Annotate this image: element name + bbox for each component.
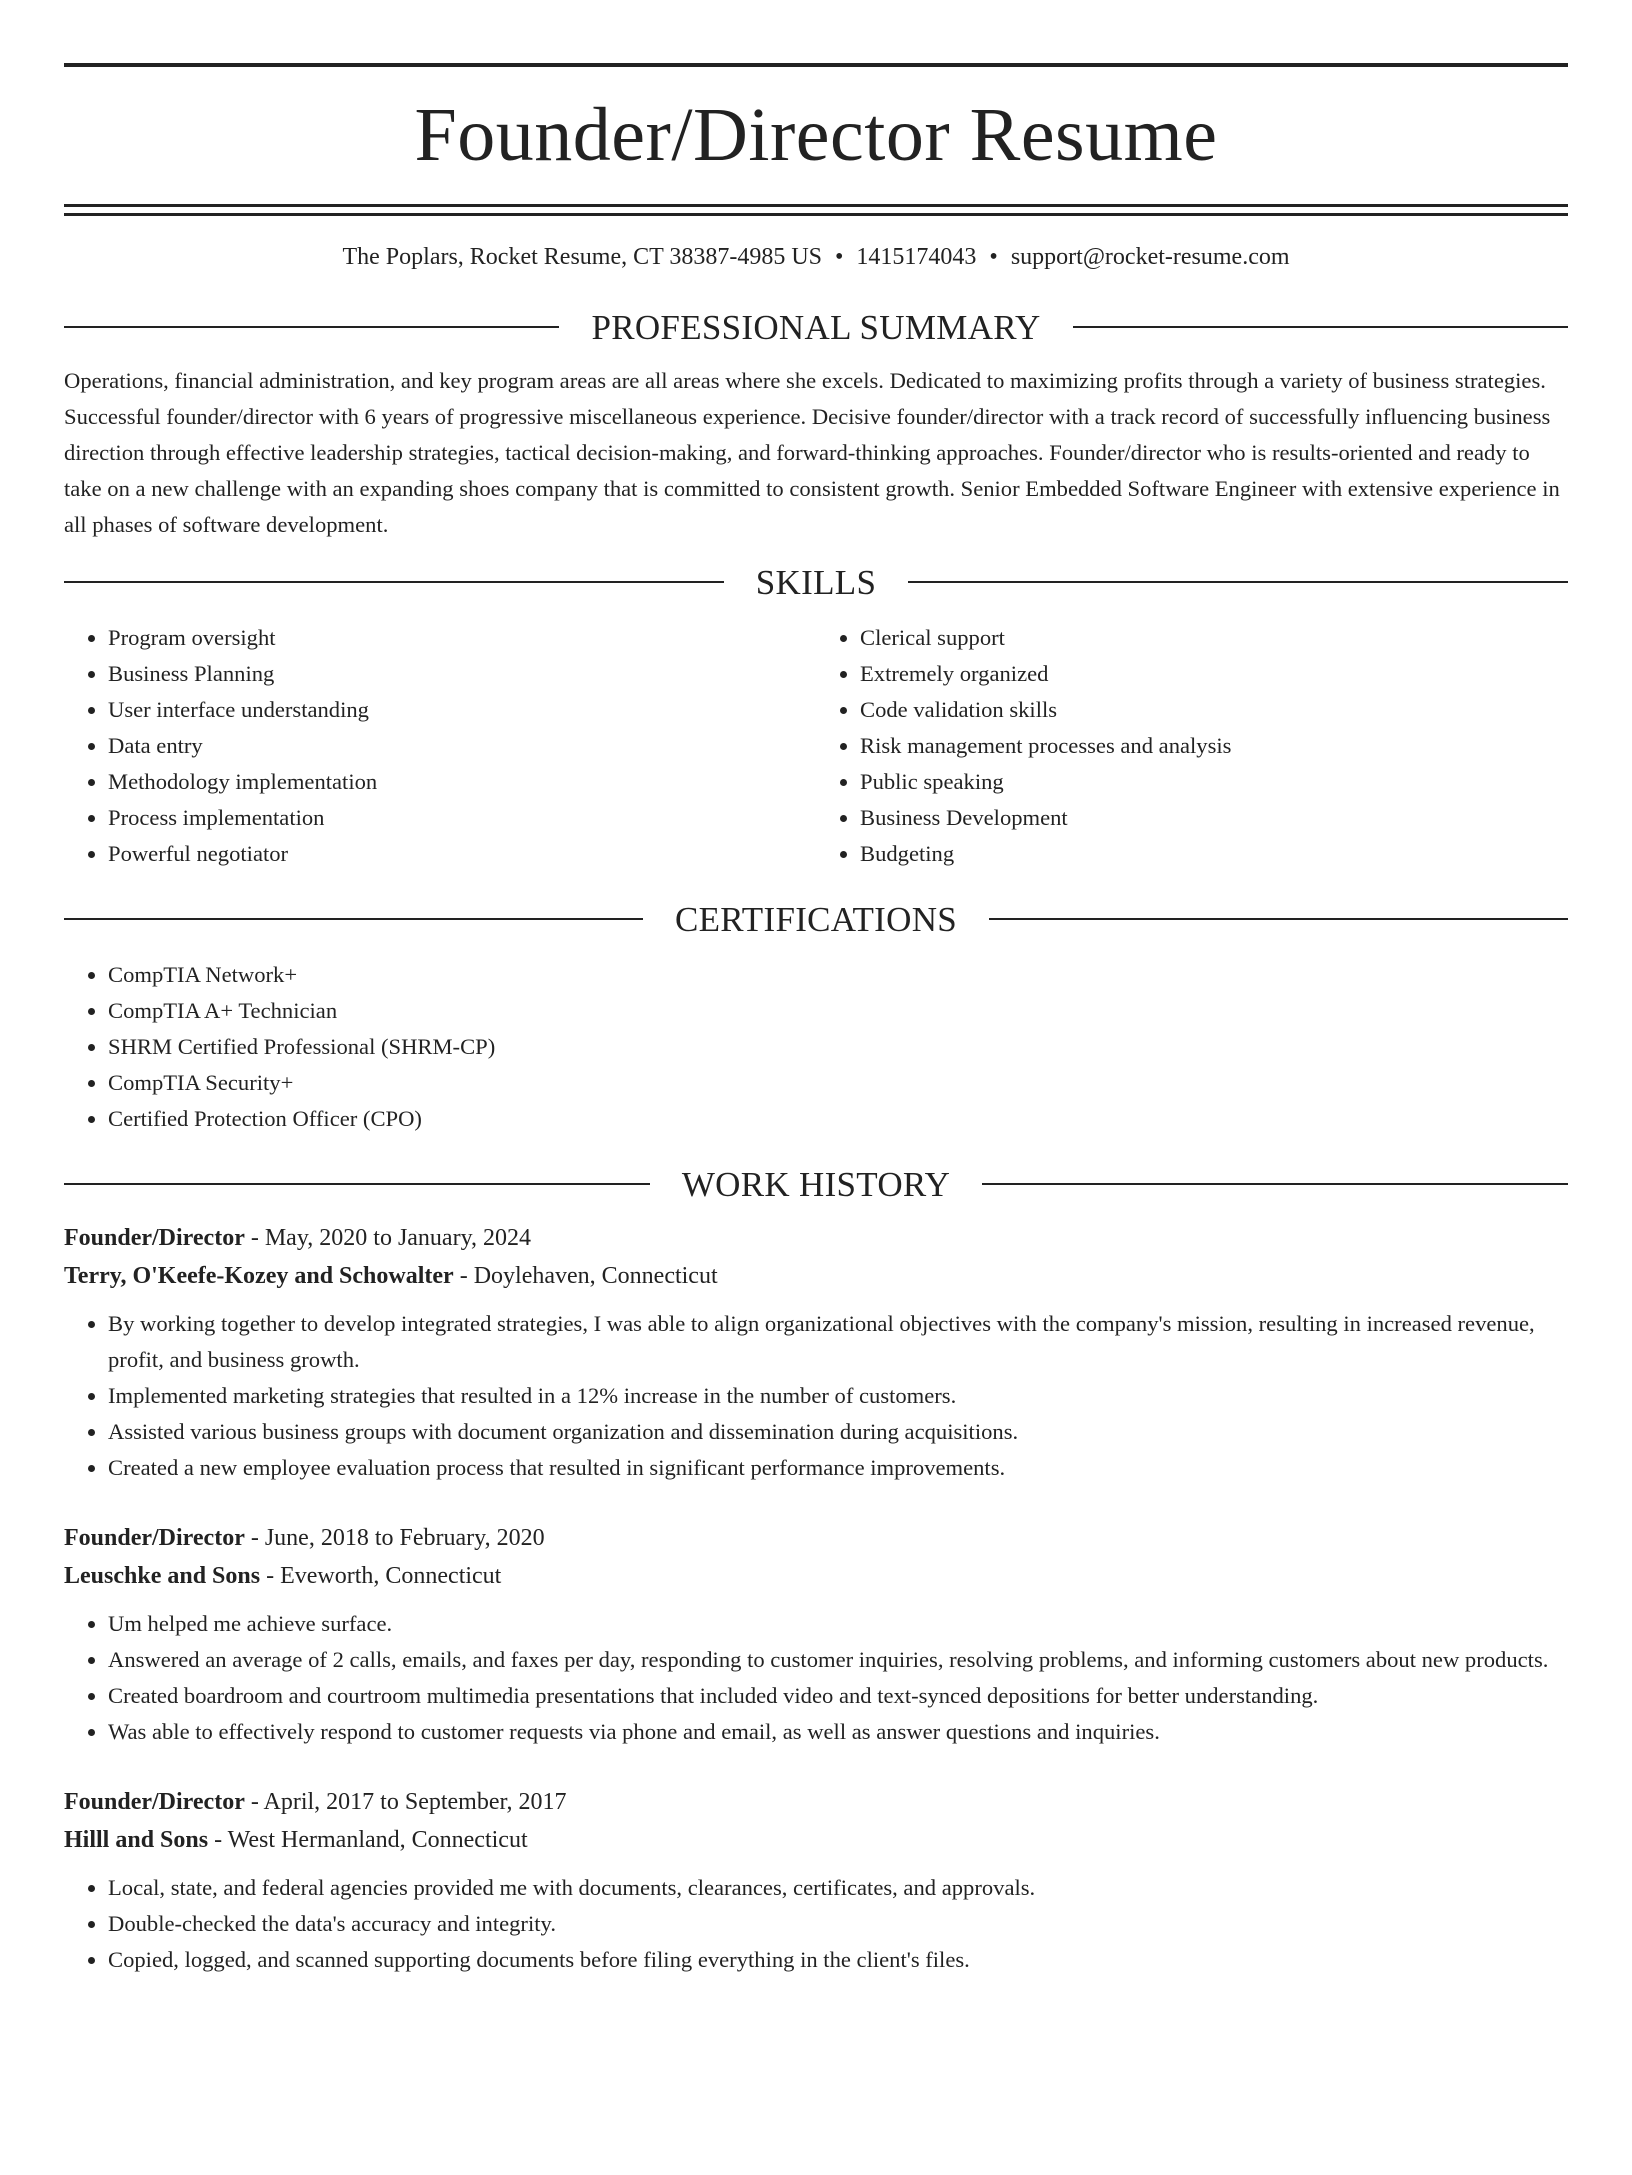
- job-company-line: [64, 1820, 1568, 1860]
- job-bullets: [64, 1306, 1568, 1486]
- skills-columns: [64, 620, 1568, 872]
- job-title: Founder/Director: [64, 1224, 245, 1251]
- job-title-line: [64, 1520, 1568, 1556]
- skill-item: • Public speaking: [860, 764, 1568, 800]
- skill-item: • Business Planning: [108, 656, 816, 692]
- resume-title: Founder/Director Resume: [414, 93, 1218, 177]
- skill-item: • Business Development: [860, 800, 1568, 836]
- certification-item: • Certified Protection Officer (CPO): [108, 1101, 1568, 1137]
- heading-rule-right: [908, 581, 1568, 583]
- summary-text: Operations, financial administration, and key program areas are all areas where she excels. Dedicated to maximizing profits through a variety of business strategies. Successful founder/director with 6 years of progressive miscellaneous experience. Decisive founder/director with a track record of successfully influencing business direction through effective leadership strategies, tactical decision-making, and forward-thinking approaches. Founder/director who is results-oriented and ready to take on a new challenge with an expanding shoes company that is committed to consistent growth. Senior Embedded Software Engineer with extensive experience in all phases of software development.: [64, 367, 1560, 537]
- job-company-line: [64, 1556, 1568, 1596]
- section-heading-certifications: [64, 899, 1568, 939]
- skill-item: • Program oversight: [108, 620, 816, 656]
- job-title: Founder/Director: [64, 1788, 245, 1815]
- heading-rule-left: [64, 1183, 650, 1185]
- section-heading-skills: [64, 562, 1568, 602]
- heading-rule-left: [64, 918, 643, 920]
- skill-item: • Risk management processes and analysis: [860, 728, 1568, 764]
- contact-address: The Poplars, Rocket Resume, CT 38387-4985 US: [342, 244, 823, 270]
- skill-item: • Data entry: [108, 728, 816, 764]
- job-location: - Doylehaven, Connecticut: [453, 1262, 718, 1289]
- certifications-heading: CERTIFICATIONS: [674, 899, 958, 939]
- job-title-line: [64, 1220, 1568, 1256]
- heading-rule-right: [989, 918, 1568, 920]
- resume-page: [0, 63, 1632, 2175]
- skills-list-right: [816, 620, 1568, 872]
- job-bullet: • Local, state, and federal agencies provided me with documents, clearances, certificates, and approvals.: [108, 1870, 1568, 1906]
- job-entry: [64, 1520, 1568, 1750]
- job-entry: [64, 1220, 1568, 1486]
- job-location: - Eveworth, Connecticut: [260, 1562, 502, 1589]
- skill-item: • Process implementation: [108, 800, 816, 836]
- skill-item: • Powerful negotiator: [108, 836, 816, 872]
- heading-rule-left: [64, 581, 724, 583]
- job-bullet: • Assisted various business groups with document organization and dissemination during acquisitions.: [108, 1414, 1568, 1450]
- summary-heading: PROFESSIONAL SUMMARY: [591, 307, 1041, 347]
- contact-phone: 1415174043: [856, 244, 977, 270]
- contact-separator: •: [835, 244, 844, 270]
- certification-item: • CompTIA Network+: [108, 957, 1568, 993]
- job-title: Founder/Director: [64, 1524, 245, 1551]
- skill-item: • Code validation skills: [860, 692, 1568, 728]
- job-company: Hilll and Sons: [64, 1826, 209, 1853]
- job-bullet: • Um helped me achieve surface.: [108, 1606, 1568, 1642]
- job-dates: - April, 2017 to September, 2017: [244, 1788, 567, 1815]
- work-history-heading: WORK HISTORY: [681, 1164, 951, 1204]
- title-double-rule: [64, 204, 1568, 216]
- job-dates: - May, 2020 to January, 2024: [244, 1224, 532, 1251]
- skill-item: • Extremely organized: [860, 656, 1568, 692]
- job-bullets: [64, 1870, 1568, 1978]
- skill-item: • Clerical support: [860, 620, 1568, 656]
- top-rule: [64, 63, 1568, 67]
- job-entry: [64, 1784, 1568, 1978]
- contact-email: support@rocket-resume.com: [1010, 244, 1290, 270]
- job-bullet: • Answered an average of 2 calls, emails, and faxes per day, responding to customer inquiries, resolving problems, and informing customers about new products.: [108, 1642, 1568, 1678]
- skills-heading: SKILLS: [755, 562, 877, 602]
- job-bullet: • Copied, logged, and scanned supporting documents before filing everything in the client's files.: [108, 1942, 1568, 1978]
- section-heading-summary: [64, 307, 1568, 347]
- skills-list-left: [64, 620, 816, 872]
- certification-item: • CompTIA Security+: [108, 1065, 1568, 1101]
- heading-rule-left: [64, 326, 559, 328]
- job-bullet: • Double-checked the data's accuracy and integrity.: [108, 1906, 1568, 1942]
- job-bullet: • Created a new employee evaluation process that resulted in significant performance improvements.: [108, 1450, 1568, 1486]
- job-bullet: • Implemented marketing strategies that resulted in a 12% increase in the number of customers.: [108, 1378, 1568, 1414]
- job-bullet: • Was able to effectively respond to customer requests via phone and email, as well as answer questions and inquiries.: [108, 1714, 1568, 1750]
- job-dates: - June, 2018 to February, 2020: [244, 1524, 545, 1551]
- job-company-line: [64, 1256, 1568, 1296]
- job-company: Terry, O'Keefe-Kozey and Schowalter: [64, 1262, 454, 1289]
- certification-item: • SHRM Certified Professional (SHRM-CP): [108, 1029, 1568, 1065]
- job-title-line: [64, 1784, 1568, 1820]
- skill-item: • User interface understanding: [108, 692, 816, 728]
- heading-rule-right: [982, 1183, 1568, 1185]
- contact-line: [64, 243, 1568, 272]
- certification-item: • CompTIA A+ Technician: [108, 993, 1568, 1029]
- skill-item: • Budgeting: [860, 836, 1568, 872]
- job-bullet: • Created boardroom and courtroom multimedia presentations that included video and text-synced depositions for better understanding.: [108, 1678, 1568, 1714]
- job-location: - West Hermanland, Connecticut: [208, 1826, 528, 1853]
- heading-rule-right: [1073, 326, 1568, 328]
- job-company: Leuschke and Sons: [64, 1562, 261, 1589]
- job-bullet: • By working together to develop integrated strategies, I was able to align organizational objectives with the company's mission, resulting in increased revenue, profit, and business growth.: [108, 1306, 1568, 1378]
- job-bullets: [64, 1606, 1568, 1750]
- certifications-list: [64, 957, 1568, 1137]
- contact-separator: •: [989, 244, 998, 270]
- section-heading-work: [64, 1164, 1568, 1204]
- skill-item: • Methodology implementation: [108, 764, 816, 800]
